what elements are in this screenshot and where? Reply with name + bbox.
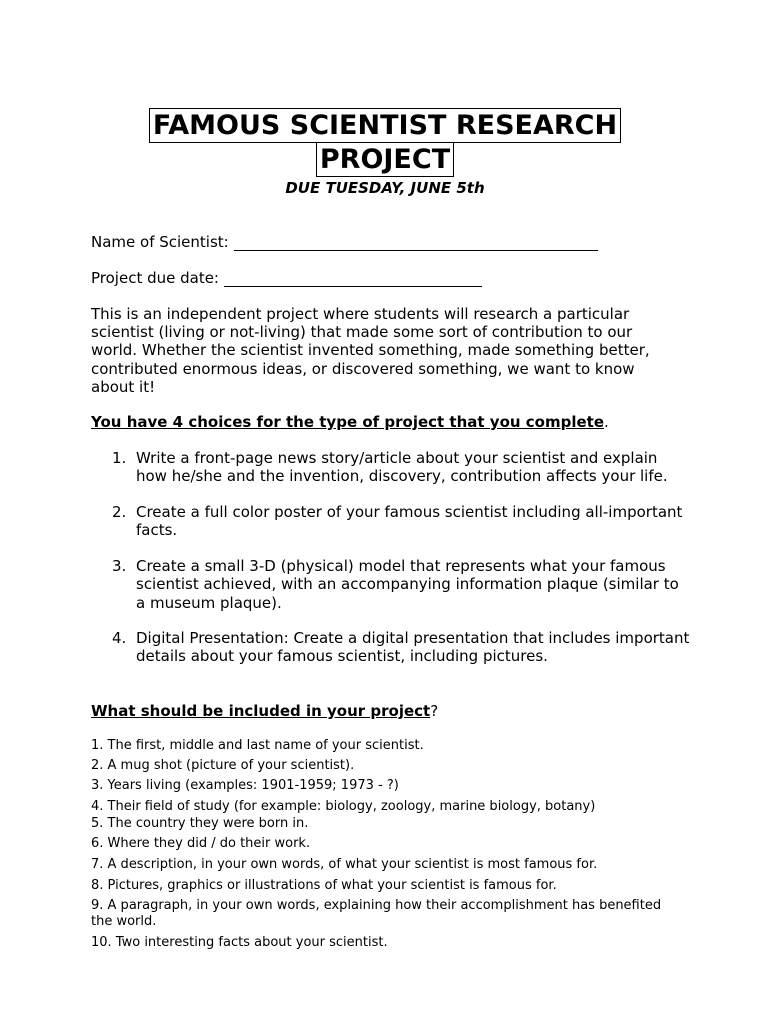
list-item: 4. Their field of study (for example: biology, zoology, marine biology, botany): [91, 799, 596, 814]
scientist-name-blank: [234, 236, 598, 251]
choice-number: 2.: [112, 503, 127, 521]
project-due-date-blank: [224, 272, 482, 287]
project-due-date-field: [91, 269, 482, 287]
scientist-name-label: Name of Scientist:: [91, 233, 229, 251]
choice-number: 3.: [112, 557, 127, 575]
page-title-2: [0, 142, 770, 177]
title-line-1: FAMOUS SCIENTIST RESEARCH: [149, 108, 621, 143]
list-item: 6. Where they did / do their work.: [91, 836, 311, 851]
due-date-heading: DUE TUESDAY, JUNE 5th: [285, 179, 485, 197]
page-title: [0, 108, 770, 143]
list-item: 8. Pictures, graphics or illustrations of what your scientist is famous for.: [91, 878, 557, 893]
choice-text: Write a front-page news story/article about your scientist and explain how he/she and the invention, discovery, contribution affects your life.: [136, 449, 668, 486]
list-item: 7. A description, in your own words, of what your scientist is most famous for.: [91, 857, 598, 872]
scientist-name-field: [91, 233, 598, 251]
list-item: 9. A paragraph, in your own words, explaining how their accomplishment has benefited the world.: [91, 898, 662, 929]
included-heading-punct: ?: [430, 702, 439, 720]
choice-text: Create a full color poster of your famous scientist including all-important facts.: [136, 503, 683, 540]
choice-text: Digital Presentation: Create a digital presentation that includes important details about your famous scientist, including pictures.: [136, 629, 690, 666]
intro-paragraph: This is an independent project where students will research a particular scientist (living or not-living) that made some sort of contribution to our world. Whether the scientist invented something, made something better, contributed enormous ideas, or discovered something, we want to know about it!: [91, 305, 650, 396]
project-due-date-label: Project due date:: [91, 269, 219, 287]
choice-number: 4.: [112, 629, 127, 647]
title-line-2: PROJECT: [316, 142, 454, 177]
choice-item: [91, 629, 691, 666]
choices-heading-punct: .: [604, 413, 609, 431]
choice-item: [91, 449, 691, 486]
list-item: 2. A mug shot (picture of your scientist).: [91, 758, 355, 773]
included-heading: [91, 702, 438, 720]
choice-item: [91, 557, 691, 612]
included-heading-text: What should be included in your project: [91, 702, 431, 720]
list-item: 10. Two interesting facts about your scientist.: [91, 935, 388, 950]
choice-number: 1.: [112, 449, 127, 467]
choices-heading: [91, 413, 609, 431]
list-item: 1. The first, middle and last name of your scientist.: [91, 738, 424, 753]
list-item: 3. Years living (examples: 1901-1959; 1973 - ?): [91, 778, 399, 793]
choice-item: [91, 503, 691, 540]
choices-heading-text: You have 4 choices for the type of project that you complete: [91, 413, 604, 431]
choice-text: Create a small 3-D (physical) model that represents what your famous scientist achieved, with an accompanying information plaque (similar to a museum plaque).: [136, 557, 679, 612]
list-item: 5. The country they were born in.: [91, 816, 309, 831]
